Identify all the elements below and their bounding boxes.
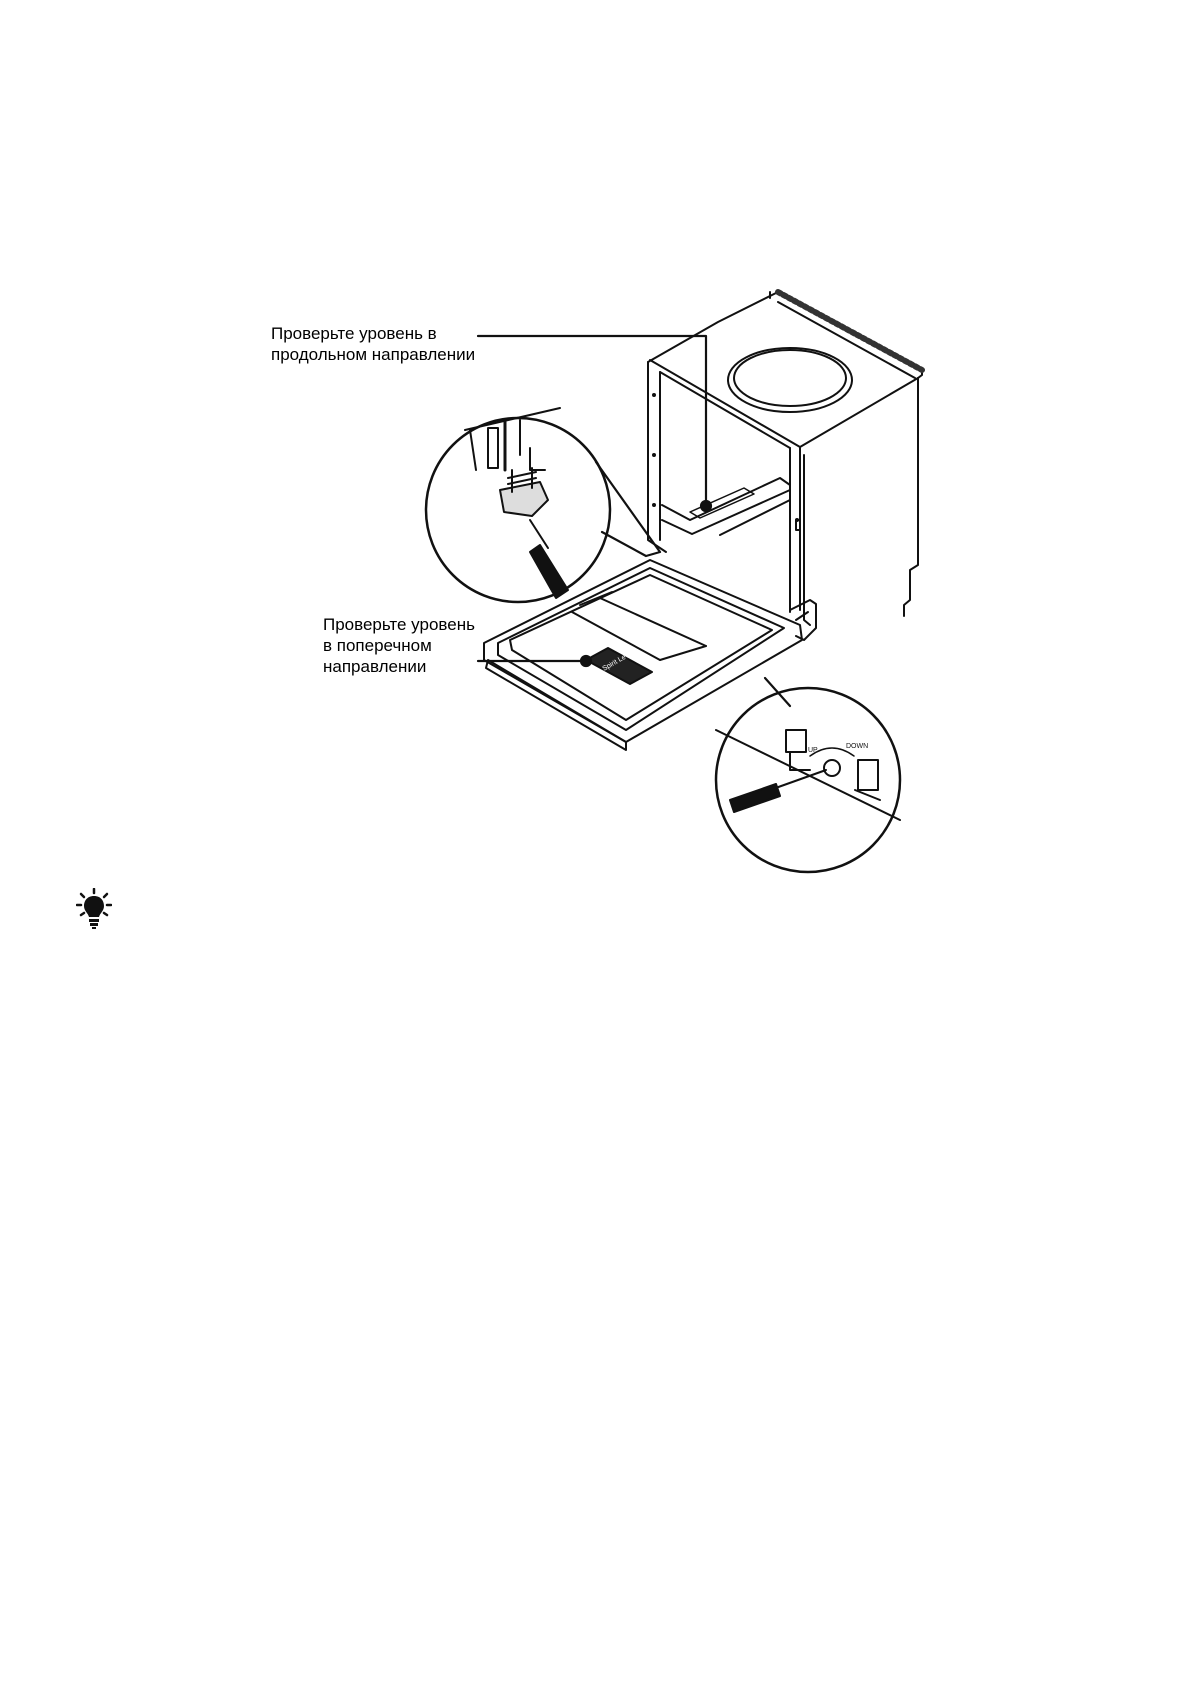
dishwasher-door [484, 560, 802, 750]
lightbulb-icon [76, 888, 112, 930]
callout-line: в поперечном [323, 636, 432, 655]
callout-line: Проверьте уровень [323, 615, 475, 634]
callout-line: продольном направлении [271, 345, 476, 364]
svg-text:Spirit Level: Spirit Level [601, 649, 635, 673]
callout-longitudinal-level [271, 323, 475, 365]
callout-transverse-level [323, 614, 475, 677]
svg-text:DOWN: DOWN [846, 743, 869, 750]
svg-text:UP: UP [808, 747, 818, 754]
callout-line: Проверьте уровень в [271, 324, 437, 343]
dishwasher-cabinet [648, 292, 922, 640]
zoom-detail-hinge [716, 674, 900, 872]
callout-line: направлении [323, 657, 427, 676]
